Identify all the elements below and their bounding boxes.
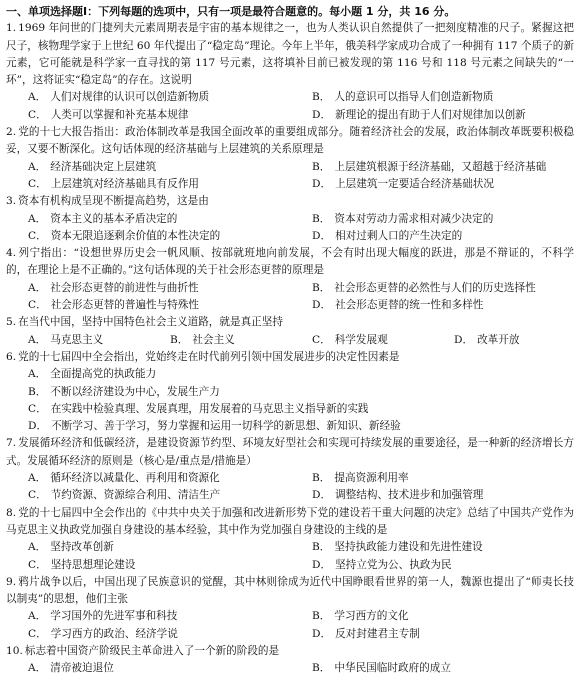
question-stem: [6, 20, 574, 89]
option-letter: C．: [28, 229, 47, 242]
option-c: [6, 557, 290, 574]
option-letter: D．: [312, 108, 332, 121]
option-letter: B．: [312, 212, 331, 225]
option-text: 上层建筑一定要适合经济基础状况: [335, 177, 494, 190]
section-title: 一、单项选择题Ⅰ：下列每题的选项中，只有一项是最符合题意的。每小题 1 分，共 16 分。: [6, 5, 456, 18]
option-c: [6, 176, 290, 193]
option-letter: D．: [312, 489, 332, 502]
option-b: [290, 660, 574, 677]
option-text: 在实践中检验真理、发展真理，用发展着的马克思主义指导新的实践: [50, 402, 369, 415]
question-number: 3.: [6, 195, 17, 208]
option-a: [6, 159, 290, 176]
option-text: 上层建筑根源于经济基础，又超越于经济基础: [334, 160, 547, 173]
option-letter: C．: [28, 299, 47, 312]
option-text: 相对过剩人口的产生决定的: [335, 229, 463, 242]
option-list: [6, 539, 574, 574]
option-letter: A．: [28, 160, 47, 173]
option-letter: B．: [28, 385, 47, 398]
option-d: [290, 176, 574, 193]
option-text: 反对封建君主专制: [335, 627, 420, 640]
question-6: [6, 349, 574, 435]
option-c: [290, 332, 432, 349]
option-text: 全面提高党的执政能力: [50, 368, 157, 381]
question-text: 在当代中国，坚持中国特色社会主义道路，就是真正坚持: [18, 316, 283, 329]
question-7: [6, 435, 574, 504]
option-text: 人的意识可以指导人们创造新物质: [334, 91, 494, 104]
option-c: [6, 107, 290, 124]
option-text: 社会形态更替的统一性和多样性: [335, 299, 484, 312]
option-letter: A．: [28, 368, 47, 381]
option-text: 学习西方的文化: [334, 610, 409, 623]
option-list: [6, 89, 574, 124]
option-b: [290, 539, 574, 556]
option-text: 学习西方的政治、经济学说: [50, 627, 178, 640]
question-text: 党的十七大报告指出：政治体制改革是我国全面改革的重要组成部分。随着经济社会的发展，政治体制改革既要积极稳妥，又要不断深化。这句话体现的经济基础与上层建筑的关系原理是: [6, 126, 574, 156]
option-letter: B．: [312, 91, 331, 104]
option-text: 学习国外的先进军事和科技: [50, 610, 178, 623]
option-d: [290, 626, 574, 643]
option-letter: D．: [312, 229, 332, 242]
option-letter: B．: [312, 662, 331, 675]
option-text: 中华民国临时政府的成立: [334, 662, 451, 675]
question-text: 鸦片战争以后，中国出现了民族意识的觉醒，其中林则徐成为近代中国睁眼看世界的第一人，魏源也提出了“师夷长技以制夷”的思想，他们主张: [6, 575, 574, 606]
question-8: [6, 505, 574, 574]
option-b: [290, 470, 574, 487]
question-number: 7.: [6, 437, 17, 450]
option-text: 资本无限追逐剩余价值的本性决定的: [50, 229, 221, 242]
question-5: [6, 314, 574, 349]
option-letter: B．: [312, 281, 331, 294]
question-4: [6, 245, 574, 314]
question-text: 党的十七届四中全会指出，党始终走在时代前列引领中国发展进步的决定性因素是: [18, 350, 400, 363]
option-d: [290, 107, 574, 124]
option-b: [290, 159, 574, 176]
option-a: [6, 280, 290, 297]
option-a: [6, 470, 290, 487]
option-a: [6, 660, 290, 677]
option-letter: A．: [28, 91, 47, 104]
option-letter: A．: [28, 472, 47, 485]
option-text: 人们对规律的认识可以创造新物质: [50, 91, 210, 104]
question-text: 1969 年问世的门捷列夫元素周期表是宇宙的基本规律之一，也为人类认识自然提供了一把刻度精准的尺子。紧握这把尺子，核物理学家于上世纪 60 年代提出了“稳定岛”理论。今年上半年，俄美科学家成功合成了一种拥有 117 个质子的新元素，它可能就是科学家一直寻找的第 117 号元素，这将填补目前已被发现的第 116 号和 118 号元素之间缺失的“一环”，这将证实“稳定岛”的存在。这说明: [6, 22, 574, 87]
question-text: 党的十七届四中全会作出的《中共中央关于加强和改进新形势下党的建设若干重大问题的决定》总结了中国共产党作为马克思主义执政党加强自身建设的基本经验，其中作为党加强自身建设的主线的是: [6, 506, 574, 536]
question-list: [6, 20, 574, 677]
question-number: 10.: [6, 644, 23, 657]
option-text: 经济基础决定上层建筑: [50, 160, 157, 173]
option-letter: A．: [28, 541, 47, 554]
option-d: [290, 228, 574, 245]
option-text: 坚持立党为公、执政为民: [335, 558, 452, 571]
option-text: 马克思主义: [50, 333, 104, 346]
option-letter: C．: [28, 627, 47, 640]
question-text: 列宁指出：“设想世界历史会一帆风顺、按部就班地向前发展，不会有时出现大幅度的跃进，那是不辩证的，不科学的，在理论上是不正确的。”这句话体现的关于社会形态更替的原理是: [6, 247, 574, 277]
option-a: [6, 332, 148, 349]
option-list: [6, 332, 574, 349]
option-a: [6, 366, 574, 383]
question-2: [6, 124, 574, 193]
option-a: [6, 539, 290, 556]
option-b: [6, 384, 574, 401]
option-list: [6, 211, 574, 246]
option-letter: C．: [312, 333, 331, 346]
option-d: [290, 557, 574, 574]
option-c: [6, 401, 574, 418]
option-a: [6, 211, 290, 228]
question-text: 发展循环经济和低碳经济，是建设资源节约型、环境友好型社会和实现可持续发展的重要途径，是一种新的经济增长方式。发展循环经济的原则是（核心是/重点是/措施是）: [6, 437, 574, 467]
option-letter: D．: [312, 627, 332, 640]
option-c: [6, 297, 290, 314]
option-letter: A．: [28, 281, 47, 294]
option-text: 坚持执政能力建设和先进性建设: [334, 541, 483, 554]
question-stem: [6, 245, 574, 280]
option-letter: C．: [28, 402, 47, 415]
question-number: 5.: [6, 316, 17, 329]
option-c: [6, 487, 290, 504]
option-letter: C．: [28, 177, 47, 190]
option-list: [6, 159, 574, 194]
question-stem: [6, 193, 574, 210]
option-text: 社会形态更替的必然性与人们的历史选择性: [334, 281, 536, 294]
option-text: 节约资源、资源综合利用、清洁生产: [50, 489, 221, 502]
option-letter: C．: [28, 558, 47, 571]
question-1: [6, 20, 574, 124]
question-stem: [6, 314, 574, 331]
option-d: [290, 487, 574, 504]
option-text: 循环经济以减量化、再利用和资源化: [50, 472, 220, 485]
option-text: 人类可以掌握和补充基本规律: [50, 108, 189, 121]
option-text: 不断学习、善于学习，努力掌握和运用一切科学的新思想、新知识、新经验: [51, 420, 401, 433]
option-letter: B．: [170, 333, 189, 346]
option-a: [6, 89, 290, 106]
option-text: 坚持思想理论建设: [50, 558, 136, 571]
question-number: 9.: [6, 575, 17, 588]
option-letter: B．: [312, 610, 331, 623]
question-number: 2.: [6, 126, 17, 139]
option-text: 清帝被迫退位: [50, 662, 114, 675]
question-text: 标志着中国资产阶级民主革命进入了一个新的阶段的是: [24, 644, 280, 657]
option-list: [6, 366, 574, 435]
option-letter: A．: [28, 333, 47, 346]
option-text: 上层建筑对经济基础具有反作用: [50, 177, 200, 190]
option-text: 改革开放: [477, 333, 520, 346]
option-text: 资本对劳动力需求相对减少决定的: [334, 212, 494, 225]
option-list: [6, 660, 574, 677]
option-letter: B．: [312, 541, 331, 554]
question-9: [6, 574, 574, 643]
question-stem: [6, 574, 574, 609]
option-letter: B．: [312, 160, 331, 173]
option-c: [6, 626, 290, 643]
option-text: 调整结构、技术进步和加强管理: [335, 489, 484, 502]
question-stem: [6, 435, 574, 470]
question-stem: [6, 643, 574, 660]
option-letter: A．: [28, 610, 47, 623]
option-d: [432, 332, 574, 349]
option-list: [6, 470, 574, 505]
question-3: [6, 193, 574, 245]
option-list: [6, 280, 574, 315]
option-letter: A．: [28, 662, 47, 675]
option-text: 社会形态更替的普遍性与特殊性: [50, 299, 200, 312]
question-number: 8.: [6, 506, 17, 519]
question-stem: [6, 124, 574, 159]
option-letter: A．: [28, 212, 47, 225]
option-text: 科学发展观: [334, 333, 388, 346]
option-letter: D．: [312, 558, 332, 571]
option-letter: D．: [454, 333, 474, 346]
option-text: 社会主义: [192, 333, 235, 346]
option-text: 新理论的提出有助于人们对规律加以创新: [335, 108, 526, 121]
option-b: [290, 211, 574, 228]
option-text: 社会形态更替的前进性与曲折性: [50, 281, 199, 294]
option-letter: C．: [28, 108, 47, 121]
option-b: [290, 608, 574, 625]
question-text: 资本有机构成呈现不断提高趋势，这是由: [18, 195, 209, 208]
option-d: [290, 297, 574, 314]
question-10: [6, 643, 574, 678]
option-letter: D．: [28, 420, 48, 433]
option-text: 不断以经济建设为中心，发展生产力: [50, 385, 220, 398]
option-b: [148, 332, 290, 349]
option-letter: B．: [312, 472, 331, 485]
option-d: [6, 418, 574, 435]
option-letter: C．: [28, 489, 47, 502]
option-text: 资本主义的基本矛盾决定的: [50, 212, 178, 225]
question-stem: [6, 505, 574, 540]
question-number: 1.: [6, 22, 17, 35]
option-b: [290, 89, 574, 106]
option-c: [6, 228, 290, 245]
question-stem: [6, 349, 574, 366]
question-number: 4.: [6, 247, 17, 260]
option-text: 提高资源利用率: [334, 472, 409, 485]
option-letter: D．: [312, 299, 332, 312]
option-a: [6, 608, 290, 625]
option-text: 坚持改革创新: [50, 541, 114, 554]
option-letter: D．: [312, 177, 332, 190]
option-b: [290, 280, 574, 297]
question-number: 6.: [6, 350, 17, 363]
option-list: [6, 608, 574, 643]
